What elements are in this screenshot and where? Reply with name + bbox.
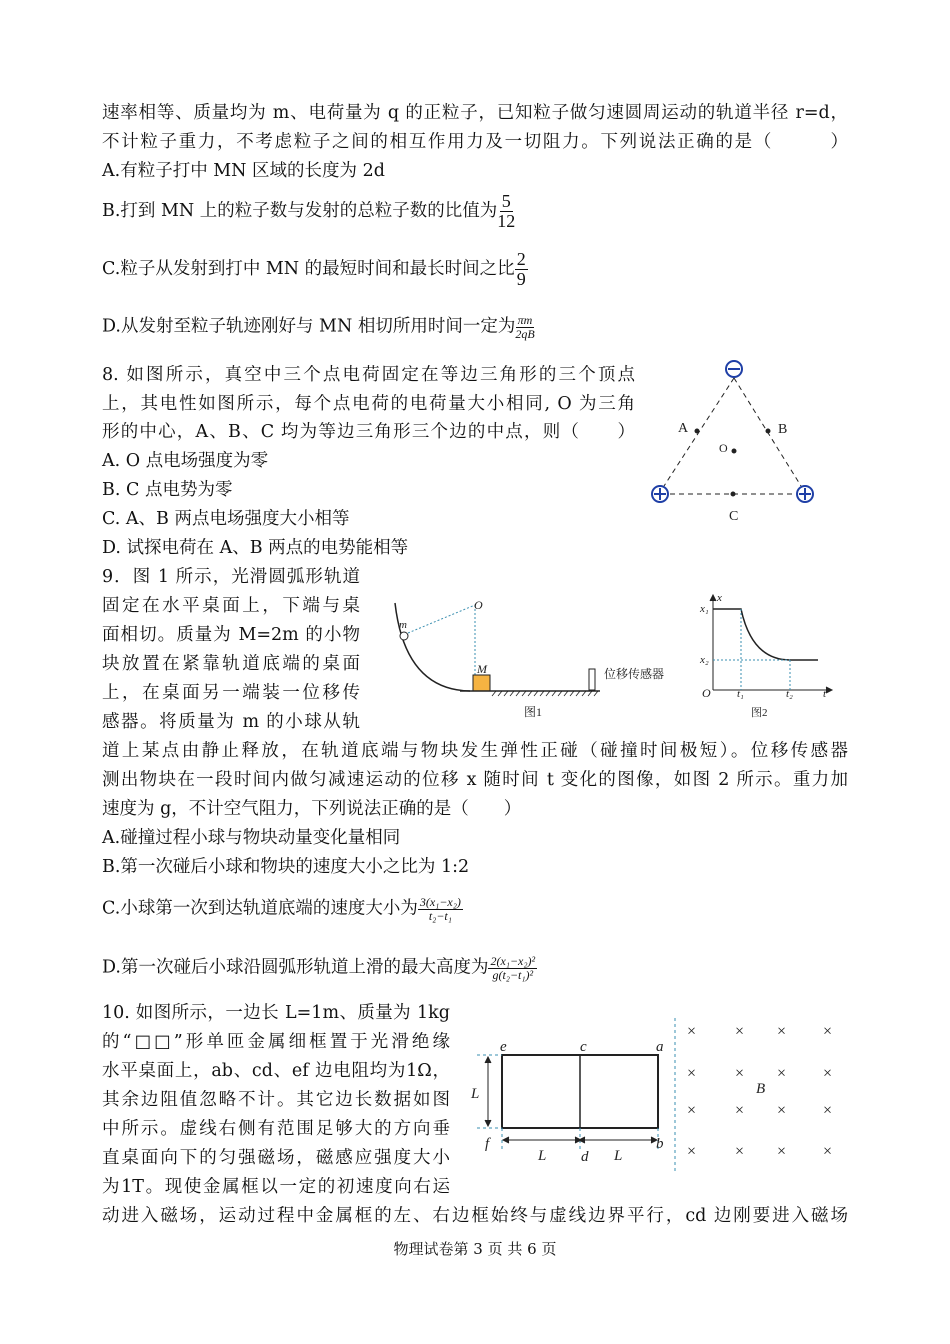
field-cross-icon: ×: [687, 1143, 697, 1160]
fig1-caption: 图1: [524, 705, 543, 719]
option-text: D.第一次碰后小球沿圆弧形轨道上滑的最大高度为: [102, 957, 489, 978]
q8-option-b: B. C 点电势为零: [102, 480, 233, 500]
label-L-bottom: L: [614, 1148, 623, 1164]
q9-line: 道上某点由静止释放，在轨道底端与物块发生弹性正碰（碰撞时间极短）。位移传感器: [102, 741, 848, 761]
numerator: πm: [517, 313, 533, 327]
denominator: 12: [497, 210, 516, 231]
q9-line: 上，在桌面另一端装一位移传: [102, 683, 360, 703]
q8-option-d: D. 试探电荷在 A、B 两点的电势能相等: [102, 538, 409, 558]
q9-line: 速度为 g，不计空气阻力，下列说法正确的是（ ）: [102, 799, 522, 819]
label-x1: x₁: [700, 603, 709, 615]
field-cross-icon: ×: [777, 1143, 787, 1160]
field-cross-icon: ×: [777, 1065, 787, 1082]
field-cross-icon: ×: [823, 1065, 833, 1082]
label-t: t: [823, 688, 827, 700]
label-m: m: [399, 619, 407, 631]
option-text: D.从发射至粒子轨迹刚好与 MN 相切所用时间一定为: [102, 316, 516, 337]
point-o: [732, 449, 736, 453]
q10-line: 动进入磁场，运动过程中金属框的左、右边框始终与虚线边界平行，cd 边刚要进入磁场: [102, 1206, 848, 1226]
label-b: b: [656, 1136, 664, 1152]
field-cross-icon: ×: [687, 1023, 697, 1040]
q7-line1: 速率相等、质量均为 m、电荷量为 q 的正粒子，已知粒子做匀速圆周运动的轨道半径 r=d，: [102, 103, 848, 123]
q10-line: 水平桌面上，ab、cd、ef 边电阻均为1Ω，: [102, 1061, 450, 1081]
field-cross-icon: ×: [777, 1102, 787, 1119]
q10-line: 直桌面向下的匀强磁场，磁感应强度大小: [102, 1148, 450, 1168]
label-d: d: [581, 1149, 589, 1165]
q9-figure-1: [395, 603, 600, 696]
field-cross-icon: ×: [735, 1143, 745, 1160]
label-c: C: [729, 509, 739, 524]
q9-line: 块放置在紧靠轨道底端的桌面: [102, 654, 360, 674]
numerator: 2(x₁−x₂)²: [490, 954, 536, 968]
numerator: 2: [516, 249, 526, 269]
q10-line: 其余边阻值忽略不计。其它边长数据如图: [102, 1090, 450, 1110]
q9-line: 测出物块在一段时间内做匀减速运动的位移 x 随时间 t 变化的图像，如图 2 所示。重力加: [102, 770, 848, 790]
q10-line: 的“□□”形单匝金属细框置于光滑绝缘: [102, 1032, 450, 1052]
x-t-curve: [713, 609, 818, 660]
arc-track: [395, 603, 470, 691]
option-text: B.打到 MN 上的粒子数与发射的总粒子数的比值为: [102, 200, 498, 221]
label-a: A: [678, 421, 689, 436]
label-origin: O: [702, 686, 711, 700]
label-b: B: [778, 422, 788, 437]
q8-line: 8. 如图所示，真空中三个点电荷固定在等边三角形的三个顶点: [102, 365, 635, 385]
q9-line: 9．图 1 所示，光滑圆弧形轨道: [102, 567, 360, 587]
q7-line2: 不计粒子重力，不考虑粒子之间的相互作用力及一切阻力。下列说法正确的是（ ）: [102, 132, 848, 152]
label-M: M: [477, 662, 487, 676]
q9-line: 感器。将质量为 m 的小球从轨: [102, 712, 360, 732]
q10-line: 为1T。现使金属框以一定的初速度向右运: [102, 1177, 450, 1197]
label-x: x: [717, 592, 722, 604]
block-M: [473, 675, 490, 691]
q7-option-a: A.有粒子打中 MN 区域的长度为 2d: [102, 161, 385, 181]
q9-figure-2: [710, 595, 832, 693]
q9-option-a: A.碰撞过程小球与物块动量变化量相同: [102, 828, 401, 848]
field-cross-icon: ×: [735, 1102, 745, 1119]
label-L-bottom: L: [538, 1148, 547, 1164]
q8-triangle-figure: [652, 361, 813, 502]
field-cross-icon: ×: [823, 1102, 833, 1119]
label-f: f: [485, 1136, 490, 1152]
point-c: [731, 492, 735, 496]
point-b: [766, 429, 770, 433]
denominator: t₂−t₁: [428, 908, 452, 923]
field-cross-icon: ×: [735, 1065, 745, 1082]
q8-option-c: C. A、B 两点电场强度大小相等: [102, 509, 350, 529]
field-cross-icon: ×: [735, 1023, 745, 1040]
label-a: a: [656, 1039, 664, 1055]
numerator: 3(x₁−x₂): [419, 895, 461, 909]
label-x2: x₂: [700, 654, 709, 666]
displacement-sensor: [589, 669, 595, 690]
option-text: C.小球第一次到达轨道底端的速度大小为: [102, 898, 418, 919]
field-cross-icon: ×: [687, 1065, 697, 1082]
label-e: e: [500, 1039, 507, 1055]
field-cross-icon: ×: [777, 1023, 787, 1040]
page-footer: 物理试卷第 3 页 共 6 页: [393, 1240, 557, 1258]
field-cross-icon: ×: [823, 1143, 833, 1160]
option-text: C.粒子从发射到打中 MN 的最短时间和最长时间之比: [102, 258, 515, 279]
q8-line: 上，其电性如图所示，每个点电荷的电荷量大小相同, O 为三角: [102, 394, 635, 414]
q9-line: 固定在水平桌面上，下端与桌: [102, 596, 360, 616]
q10-line: 10. 如图所示，一边长 L=1m、质量为 1kg: [102, 1003, 450, 1023]
q8-line: 形的中心，A、B、C 均为等边三角形三个边的中点，则（ ）: [102, 422, 635, 442]
label-t2: t₂: [786, 688, 793, 700]
q8-option-a: A. O 点电场强度为零: [102, 451, 269, 471]
field-cross-icon: ×: [687, 1102, 697, 1119]
label-o: O: [474, 598, 483, 612]
label-t1: t₁: [737, 688, 744, 700]
radius-line: [408, 605, 475, 633]
label-L-side: L: [471, 1086, 480, 1102]
ball-m: [400, 632, 408, 640]
denominator: 9: [516, 268, 526, 289]
sensor-label: 位移传感器: [604, 667, 665, 681]
q9-line: 面相切。质量为 M=2m 的小物: [102, 625, 360, 645]
q9-option-b: B.第一次碰后小球和物块的速度大小之比为 1:2: [102, 857, 470, 877]
label-B-field: B: [756, 1081, 766, 1097]
field-cross-icon: ×: [823, 1023, 833, 1040]
q10-line: 中所示。虚线右侧有范围足够大的方向垂: [102, 1119, 450, 1139]
denominator: g(t₂−t₁)²: [492, 967, 534, 982]
fig2-caption: 图2: [751, 707, 768, 719]
denominator: 2qB: [515, 326, 535, 341]
label-c: c: [580, 1039, 587, 1055]
numerator: 5: [501, 191, 511, 211]
point-a: [695, 429, 699, 433]
label-o: O: [719, 441, 728, 455]
q10-frame-figure: [477, 1018, 675, 1172]
